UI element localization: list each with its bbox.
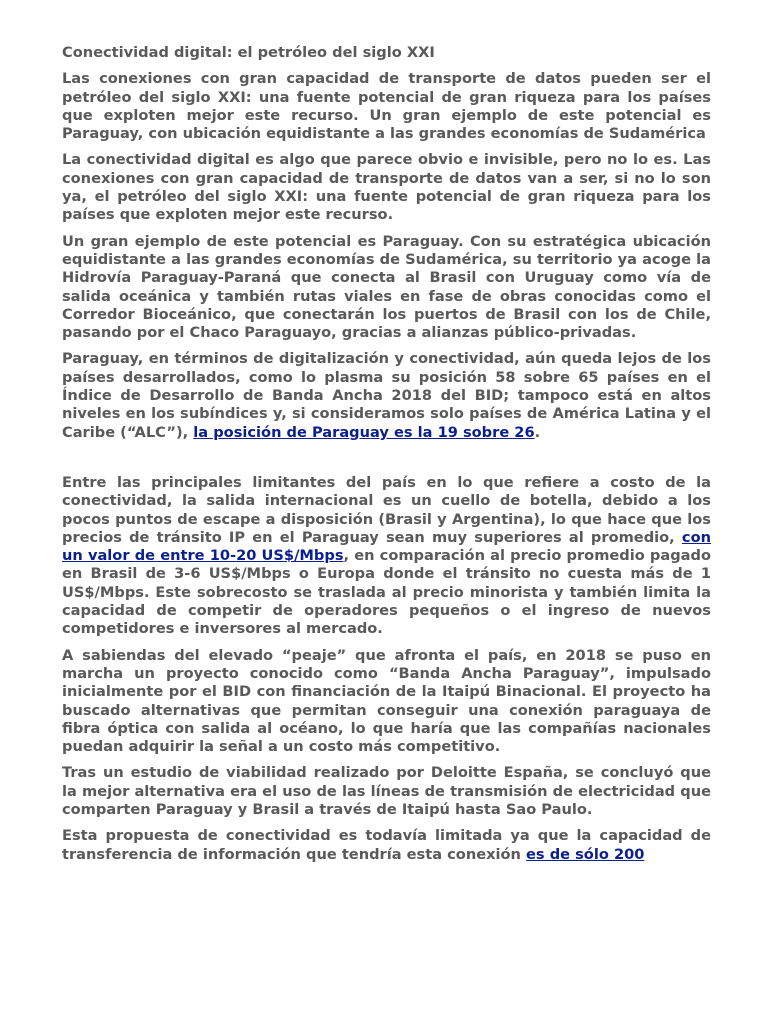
document-title: Conectividad digital: el petróleo del siglo XXI [62,44,435,61]
paragraph-text: , en comparación al precio promedio pagado en Brasil de 3-6 US$/Mbps o Europa donde el tránsito no cuesta más de 1 US$/Mbps. Este sobrecosto se traslada al precio minorista y también limita la capacidad de competir de operadores pequeños o el ingreso de nuevos competidores e inversores al mercado. [62,547,711,638]
paragraph-text: . [534,423,541,441]
paragraph-text: Paraguay, en términos de digitalización y conectividad, aún queda lejos de los países desarrollados, como lo plasma su posición 58 sobre 65 países en el Índice de Desarrollo de Banda Ancha 2018 del BID; tampoco está en altos niveles en los subíndices y, si consideramos solo países de América Latina y el Caribe (“ALC”), [62,350,711,441]
paragraph-capacity [62,827,711,864]
capacity-link[interactable]: es de sólo 200 [526,845,645,863]
paragraph-intro: Las conexiones con gran capacidad de transporte de datos pueden ser el petróleo del siglo XXI: una fuente potencial de gran riqueza para los países que exploten mejor este recurso. Un gran ejemplo de este potencial es Paraguay, con ubicación equidistante a las grandes economías de Sudamérica [62,70,711,143]
ranking-link[interactable]: la posición de Paraguay es la 19 sobre 26 [193,423,535,441]
paragraph-limitations [62,474,711,639]
document-page [62,44,711,872]
paragraph-text: Entre las principales limitantes del país en lo que refiere a costo de la conectividad, la salida internacional es un cuello de botella, debido a los pocos puntos de escape a disposición (Brasil y Argentina), lo que hace que los precios de tránsito IP en el Paraguay sean muy superiores al promedio, [62,473,711,546]
paragraph-deloitte-study: Tras un estudio de viabilidad realizado por Deloitte España, se concluyó que la mejor alternativa era el uso de las líneas de transmisión de electricidad que comparten Paraguay y Brasil a través de Itaipú hasta Sao Paulo. [62,764,711,818]
paragraph-paraguay-example: Un gran ejemplo de este potencial es Paraguay. Con su estratégica ubicación equidistante a las grandes economías de Sudamérica, su territorio ya acoge la Hidrovía Paraguay-Paraná que conecta al Brasil con Uruguay como vía de salida oceánica y también rutas viales en fase de obras conocidas como el Corredor Bioceánico, que conectarán los puertos de Brasil con los de Chile, pasando por el Chaco Paraguayo, gracias a alianzas público-privadas. [62,232,711,342]
paragraph-digital-connectivity: La conectividad digital es algo que parece obvio e invisible, pero no lo es. Las conexiones con gran capacidad de transporte de datos van a ser, si no lo son ya, el petróleo del siglo XXI: una fuente potencial de gran riqueza para los países que exploten mejor este recurso. [62,151,711,224]
paragraph-text: Esta propuesta de conectividad es todavía limitada ya que la capacidad de transferencia de información que tendría esta conexión [62,827,711,863]
paragraph-banda-ancha-project: A sabiendas del elevado “peaje” que afronta el país, en 2018 se puso en marcha un proyecto conocido como “Banda Ancha Paraguay”, impulsado inicialmente por el BID con financiación de la Itaipú Binacional. El proyecto ha buscado alternativas que permitan conseguir una conexión paraguaya de fibra óptica con salida al océano, lo que haría que las compañías nacionales puedan adquirir la señal a un costo más competitivo. [62,646,711,756]
price-link[interactable]: con un valor de entre 10-20 US$/Mbps [62,528,711,565]
paragraph-digitalization-ranking [62,350,711,441]
